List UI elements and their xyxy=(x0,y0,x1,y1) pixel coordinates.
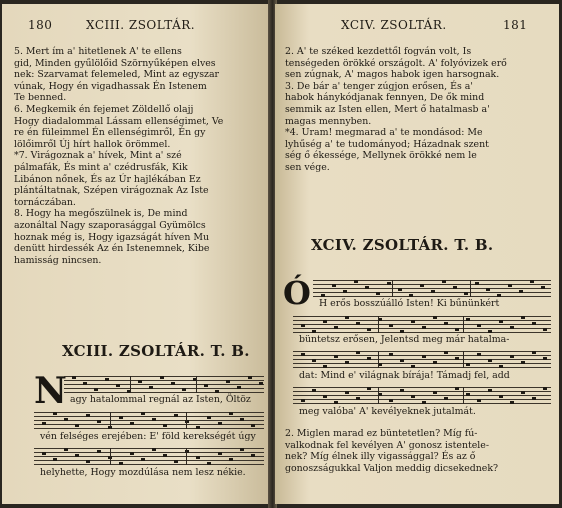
music-note xyxy=(321,294,325,297)
music-note xyxy=(207,462,211,465)
music-note xyxy=(532,351,536,354)
music-note xyxy=(229,458,233,461)
lyric-line: vén felséges erejében: E' föld kerekségét úgy xyxy=(40,431,256,442)
bar-line xyxy=(378,316,379,333)
bar-line xyxy=(378,387,379,404)
music-note xyxy=(444,322,448,325)
music-note xyxy=(365,286,369,289)
music-note xyxy=(152,448,156,451)
music-note xyxy=(499,320,503,323)
music-note xyxy=(541,286,545,289)
music-note xyxy=(86,460,90,463)
music-note xyxy=(389,353,393,356)
music-note xyxy=(334,355,338,358)
music-note xyxy=(42,452,46,455)
lyric-line: H erős bosszúálló Isten! Ki bűnünkért xyxy=(319,298,500,309)
music-note xyxy=(343,290,347,293)
music-note xyxy=(422,326,426,329)
music-note xyxy=(312,359,316,362)
music-note xyxy=(141,458,145,461)
music-note xyxy=(215,390,219,393)
music-note xyxy=(431,290,435,293)
music-note xyxy=(411,320,415,323)
music-staff xyxy=(293,387,551,404)
music-note xyxy=(149,386,153,389)
left-page xyxy=(2,4,270,504)
music-note xyxy=(400,330,404,333)
music-note xyxy=(42,422,46,425)
bar-line xyxy=(130,376,131,393)
bar-line xyxy=(186,448,187,465)
music-note xyxy=(455,387,459,390)
music-note xyxy=(442,280,446,283)
music-note xyxy=(444,397,448,400)
music-note xyxy=(97,450,101,453)
music-note xyxy=(367,357,371,360)
bar-line xyxy=(392,280,393,297)
bar-line xyxy=(463,316,464,333)
music-note xyxy=(75,454,79,457)
music-note xyxy=(477,399,481,402)
music-note xyxy=(409,294,413,297)
music-note xyxy=(387,282,391,285)
music-note xyxy=(345,316,349,319)
music-note xyxy=(488,359,492,362)
music-note xyxy=(356,397,360,400)
music-note xyxy=(422,355,426,358)
music-staff xyxy=(64,376,264,393)
music-note xyxy=(171,382,175,385)
music-note xyxy=(486,288,490,291)
music-note xyxy=(444,351,448,354)
music-staff xyxy=(34,448,264,465)
psalm-title: XCIV. ZSOLTÁR. T. B. xyxy=(311,236,494,254)
music-note xyxy=(477,353,481,356)
music-note xyxy=(455,328,459,331)
music-note xyxy=(323,320,327,323)
music-note xyxy=(499,365,503,368)
music-note xyxy=(367,387,371,390)
music-note xyxy=(532,322,536,325)
music-note xyxy=(119,416,123,419)
psalm-title: XCIII. ZSOLTÁR. T. B. xyxy=(62,342,250,360)
verse-text: 2. Miglen marad ez büntetetlen? Míg fú- valkodnak fel kevélyen A' gonosz istentele- nek? Míg élnek illy vigassággal? És az ő gonoszságukkal Valjon meddig dicsekednek? xyxy=(285,428,499,474)
music-note xyxy=(400,359,404,362)
music-note xyxy=(75,424,79,427)
music-note xyxy=(510,326,514,329)
drop-cap: N xyxy=(34,370,67,412)
music-note xyxy=(53,412,57,415)
music-note xyxy=(240,448,244,451)
music-note xyxy=(163,454,167,457)
music-note xyxy=(182,388,186,391)
music-note xyxy=(400,389,404,392)
music-note xyxy=(119,462,123,465)
music-note xyxy=(464,292,468,295)
music-note xyxy=(251,454,255,457)
music-note xyxy=(420,284,424,287)
bar-line xyxy=(110,448,111,465)
music-note xyxy=(64,418,68,421)
music-note xyxy=(301,353,305,356)
music-staff xyxy=(313,280,551,297)
music-note xyxy=(334,401,338,404)
music-note xyxy=(345,361,349,364)
running-head: XCIII. ZSOLTÁR. xyxy=(86,18,196,32)
music-note xyxy=(345,391,349,394)
music-note xyxy=(521,361,525,364)
music-staff xyxy=(293,351,551,368)
running-head: XCIV. ZSOLTÁR. xyxy=(341,18,447,32)
music-note xyxy=(237,386,241,389)
music-note xyxy=(196,426,200,429)
music-note xyxy=(229,412,233,415)
music-note xyxy=(332,284,336,287)
music-note xyxy=(240,418,244,421)
music-staff xyxy=(293,316,551,333)
lyric-line: dat: Mind e' világnak bírája! Támadj fel, add xyxy=(299,370,510,381)
drop-cap: Ó xyxy=(283,274,311,312)
music-note xyxy=(532,397,536,400)
music-note xyxy=(130,452,134,455)
music-note xyxy=(174,460,178,463)
music-note xyxy=(455,357,459,360)
music-note xyxy=(411,395,415,398)
music-note xyxy=(508,284,512,287)
music-note xyxy=(477,324,481,327)
music-note xyxy=(218,422,222,425)
music-note xyxy=(251,424,255,427)
music-note xyxy=(94,388,98,391)
music-note xyxy=(433,361,437,364)
music-note xyxy=(160,376,164,379)
music-note xyxy=(323,395,327,398)
music-note xyxy=(422,401,426,404)
music-note xyxy=(510,401,514,404)
music-note xyxy=(398,288,402,291)
music-note xyxy=(301,324,305,327)
music-note xyxy=(323,365,327,368)
music-note xyxy=(521,391,525,394)
music-note xyxy=(72,376,76,379)
music-note xyxy=(356,322,360,325)
bar-line xyxy=(470,280,471,297)
music-note xyxy=(475,282,479,285)
bar-line xyxy=(463,351,464,368)
bar-line xyxy=(196,376,197,393)
music-note xyxy=(248,376,252,379)
music-note xyxy=(116,384,120,387)
music-note xyxy=(367,328,371,331)
music-note xyxy=(389,324,393,327)
music-note xyxy=(138,380,142,383)
music-note xyxy=(356,351,360,354)
music-note xyxy=(226,380,230,383)
music-note xyxy=(453,286,457,289)
music-note xyxy=(497,294,501,297)
music-note xyxy=(163,424,167,427)
bar-line xyxy=(463,387,464,404)
music-note xyxy=(466,393,470,396)
music-note xyxy=(510,355,514,358)
music-note xyxy=(152,418,156,421)
bar-line xyxy=(110,412,111,429)
music-note xyxy=(312,389,316,392)
music-note xyxy=(433,316,437,319)
music-note xyxy=(83,382,87,385)
music-note xyxy=(97,420,101,423)
music-note xyxy=(543,357,547,360)
music-note xyxy=(466,363,470,366)
music-note xyxy=(433,391,437,394)
verse-text: 5. Mert ím a' hitetlenek A' te ellens gid, Minden gyűlölőid Szörnyűképen elves nek: Szarvamat felemeled, Mint az egyszar vúnak, Hogy én vigadhassak Én Istenem Te benned. 6. Megkemik én fejemet Zöldellő olajj Hogy diadalommal Lássam ellenségimet, Ve re én füleimmel Én ellenségimről, Én gy lölőimről Új hírt hallok örömmel. *7. Virágoznak a' hívek, Mint a' szé pálmafák, És mint a' czédrusfák, Kik Libánon nőnek, És az Úr hajlékában Ez plántáltatnak, Szépen virágoznak Az Iste tornáczában. 8. Hogy ha megőszülnek is, De mind azonáltal Nagy szaporasággal Gyümölcs hoznak még is, Hogy igazságát híven Mu denütt hirdessék Az én Istenemnek, Kibe hamisság nincsen. xyxy=(14,46,224,266)
lyric-line: helyhette, Hogy mozdúlása nem lesz nékie. xyxy=(40,467,246,478)
music-note xyxy=(543,328,547,331)
music-note xyxy=(141,412,145,415)
music-note xyxy=(259,382,263,385)
lyric-line: büntetsz erősen, Jelentsd meg már hatalma- xyxy=(299,334,510,345)
music-note xyxy=(389,399,393,402)
music-note xyxy=(521,316,525,319)
music-note xyxy=(207,416,211,419)
music-staff xyxy=(34,412,264,429)
music-note xyxy=(488,389,492,392)
music-note xyxy=(488,330,492,333)
music-note xyxy=(466,318,470,321)
music-note xyxy=(499,395,503,398)
bar-line xyxy=(378,351,379,368)
music-note xyxy=(130,422,134,425)
lyric-line: agy hatalommal regnál az Isten, Öltöz xyxy=(70,394,251,405)
music-note xyxy=(334,326,338,329)
music-note xyxy=(174,414,178,417)
music-note xyxy=(105,378,109,381)
music-note xyxy=(543,387,547,390)
music-note xyxy=(411,365,415,368)
bar-line xyxy=(186,412,187,429)
music-note xyxy=(64,448,68,451)
page-number: 180 xyxy=(28,18,53,32)
music-note xyxy=(354,280,358,283)
verse-text: 2. A' te széked kezdettől fogván volt, Is tenségeden örökké országolt. A' folyóvizek erő sen zúgnak, A' magos habok igen harsognak. 3. De bár a' tenger zúgjon erősen, És a' habok hánykódjanak fennyen, De ők mind semmik az Isten ellen, Mert ő hatalmasb a' magas mennyben. *4. Uram! megmarad a' te mondásod: Me lyhűség a' te tudományod; Házadnak szent ség ő ékessége, Mellynek örökké nem le sen vége. xyxy=(285,46,507,173)
music-note xyxy=(53,458,57,461)
lyric-line: meg valóba' A' kevélyeknek jutalmát. xyxy=(299,406,476,417)
music-note xyxy=(196,456,200,459)
music-note xyxy=(530,280,534,283)
music-note xyxy=(218,452,222,455)
music-note xyxy=(376,292,380,295)
music-note xyxy=(519,290,523,293)
page-number: 181 xyxy=(503,18,528,32)
music-note xyxy=(204,384,208,387)
music-note xyxy=(86,414,90,417)
music-note xyxy=(312,330,316,333)
right-page xyxy=(275,4,559,504)
music-note xyxy=(301,399,305,402)
